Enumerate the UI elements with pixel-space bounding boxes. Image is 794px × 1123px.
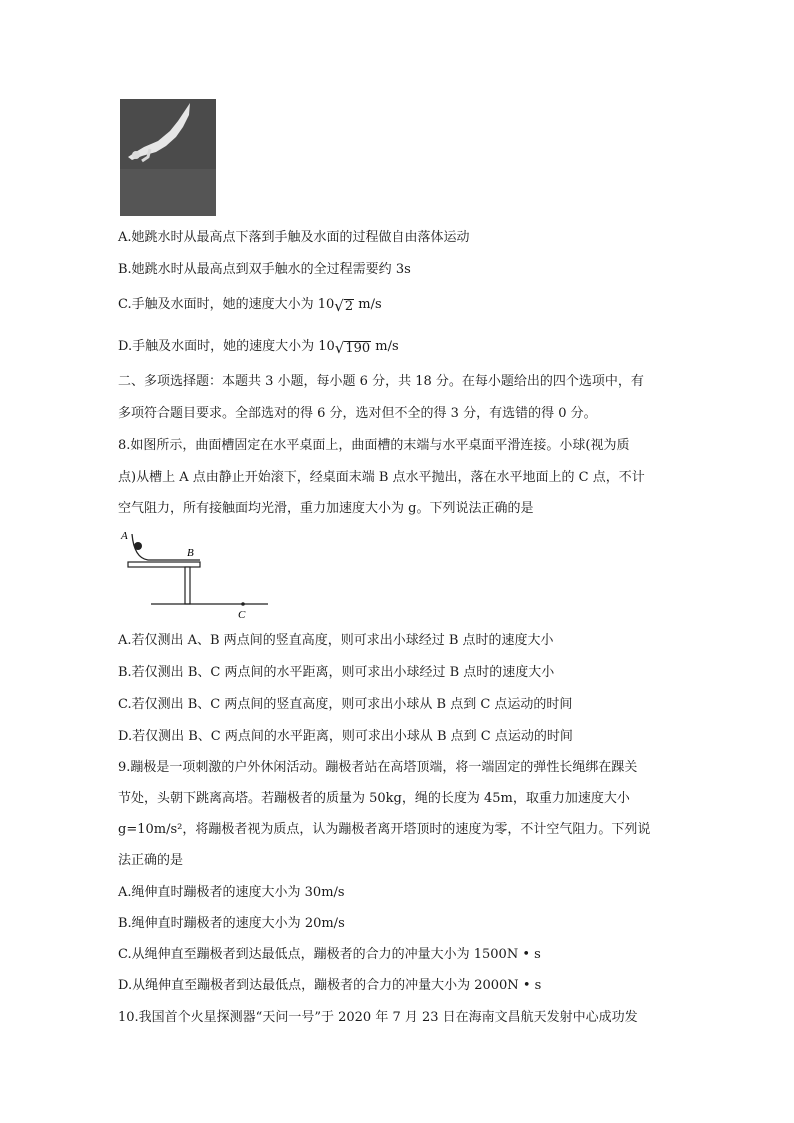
q8-diagram: [118, 528, 278, 624]
section2-heading-line-2: 多项符合题目要求。全部选对的得 6 分，选对但不全的得 3 分，有选错的得 0 分。: [118, 406, 597, 421]
track-table-diagram: [118, 528, 278, 624]
q8-option-b: B.若仅测出 B、C 两点间的水平距离，则可求出小球经过 B 点时的速度大小: [118, 665, 555, 680]
q8-stem-line-2: 点)从槽上 A 点由静止开始滚下，经桌面末端 B 点水平抛出，落在水平地面上的 C 点，不计: [118, 470, 645, 485]
q8-stem-line-1: 8.如图所示，曲面槽固定在水平桌面上，曲面槽的末端与水平桌面平滑连接。小球(视为质: [118, 438, 630, 453]
q10-stem-line-1: 10.我国首个火星探测器“天问一号”于 2020 年 7 月 23 日在海南文昌航天发射中心成功发: [118, 1010, 638, 1025]
q7-option-d-unit: m/s: [371, 339, 399, 354]
q9-stem-line-2: 节处，头朝下跳离高塔。若蹦极者的质量为 50kg，绳的长度为 45m，取重力加速度大小: [118, 791, 630, 806]
label-a: A: [121, 530, 128, 542]
q9-option-a: A.绳伸直时蹦极者的速度大小为 30m/s: [118, 885, 345, 900]
q7-option-a: A.她跳水时从最高点下落到手触及水面的过程做自由落体运动: [118, 230, 470, 245]
q9-option-b: B.绳伸直时蹦极者的速度大小为 20m/s: [118, 916, 345, 931]
sqrt-symbol: √ 190: [334, 339, 371, 357]
q8-option-d: D.若仅测出 B、C 两点间的水平距离，则可求出小球从 B 点到 C 点运动的时间: [118, 729, 573, 744]
sqrt-symbol: √ 2: [334, 297, 354, 315]
q9-option-d: D.从绳伸直至蹦极者到达最低点，蹦极者的合力的冲量大小为 2000N • s: [118, 978, 542, 993]
diver-figure: [120, 99, 216, 216]
q9-stem-line-4: 法正确的是: [118, 853, 184, 868]
q9-option-c: C.从绳伸直至蹦极者到达最低点，蹦极者的合力的冲量大小为 1500N • s: [118, 947, 541, 962]
q7-option-d-text: D.手触及水面时，她的速度大小为 10: [118, 339, 335, 354]
q8-option-a: A.若仅测出 A、B 两点间的竖直高度，则可求出小球经过 B 点时的速度大小: [118, 633, 554, 648]
q7-option-c-text: C.手触及水面时，她的速度大小为 10: [118, 297, 335, 312]
q8-option-c: C.若仅测出 B、C 两点间的竖直高度，则可求出小球从 B 点到 C 点运动的时间: [118, 697, 573, 712]
section2-heading-line-1: 二、多项选择题：本题共 3 小题，每小题 6 分，共 18 分。在每小题给出的四个选项中，有: [118, 374, 644, 389]
q7-option-c: [118, 297, 382, 314]
q9-stem-line-1: 9.蹦极是一项刺激的户外休闲活动。蹦极者站在高塔顶端，将一端固定的弹性长绳绑在踝关: [118, 760, 638, 775]
q7-option-d-radicand: 190: [345, 341, 371, 356]
q7-option-c-unit: m/s: [354, 297, 382, 312]
label-b: B: [187, 547, 194, 559]
diver-photo: [120, 99, 216, 216]
q7-option-b: B.她跳水时从最高点到双手触水的全过程需要约 3s: [118, 262, 411, 277]
label-c: C: [238, 609, 246, 621]
point-c: [241, 602, 245, 606]
q7-option-d: [118, 339, 399, 356]
ball: [134, 542, 142, 550]
table-leg: [185, 567, 190, 604]
q7-option-c-radicand: 2: [344, 299, 354, 314]
q8-stem-line-3: 空气阻力，所有接触面均光滑，重力加速度大小为 g。下列说法正确的是: [118, 501, 534, 516]
q9-stem-line-3: g=10m/s²，将蹦极者视为质点，认为蹦极者离开塔顶时的速度为零，不计空气阻力。下列说: [118, 822, 651, 837]
table-top: [128, 562, 200, 567]
